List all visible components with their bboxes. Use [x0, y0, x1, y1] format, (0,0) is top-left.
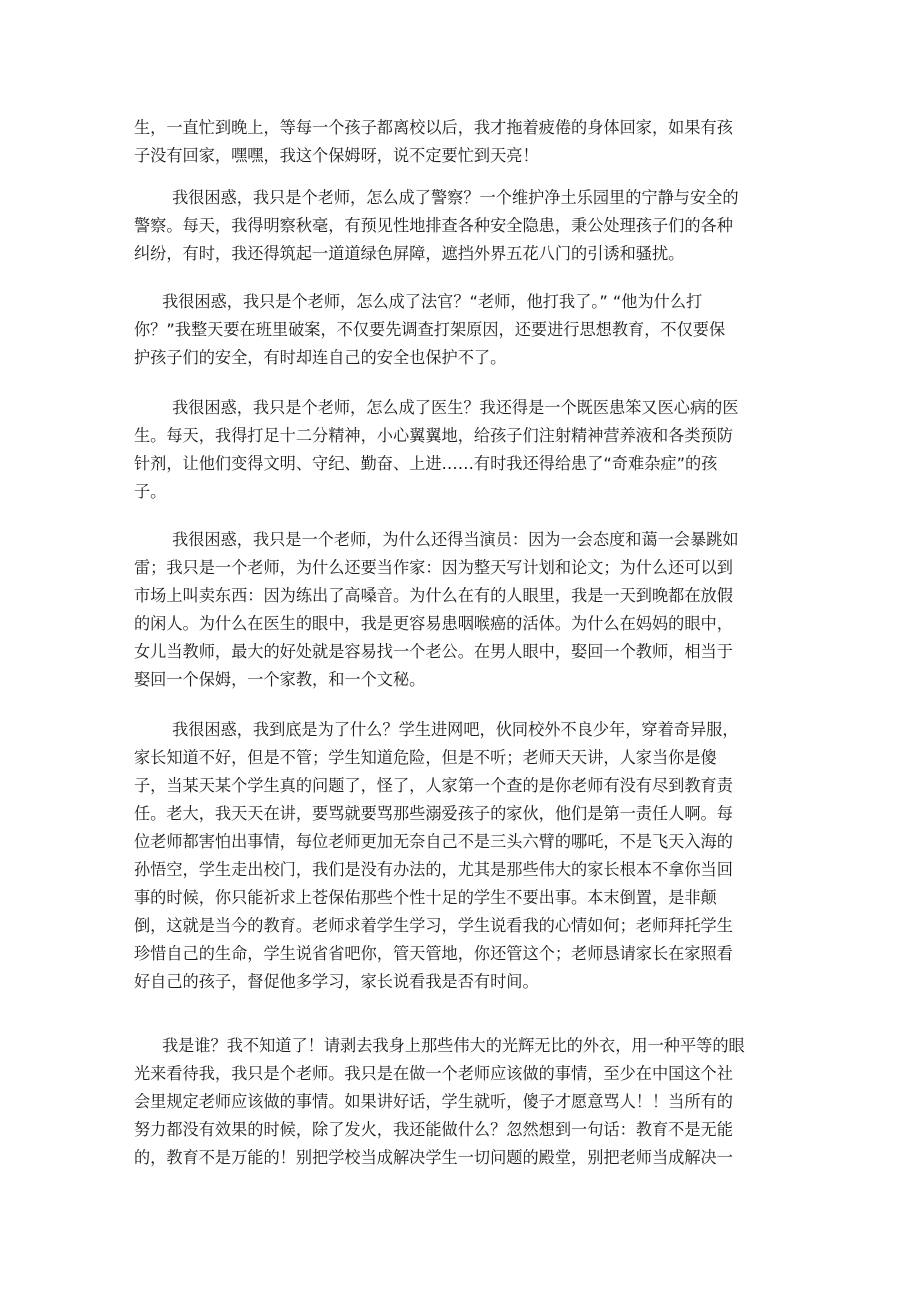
- paragraph-line: 会里规定老师应该做的事情。如果讲好话，学生就听，傻子才愿意骂人！！当所有的: [134, 1092, 733, 1111]
- paragraph-line: 家长知道不好，但是不管；学生知道危险，但是不听；老师天天讲，人家当你是傻: [134, 748, 717, 767]
- paragraph-line: 的，教育不是万能的！别把学校当成解决学生一切问题的殿堂，别把老师当成解决一: [134, 1148, 733, 1167]
- paragraph-line: 我很困惑，我到底是为了什么？学生进网吧，伙同校外不良少年，穿着奇异服，: [172, 720, 739, 739]
- paragraph-line: 娶回一个保姆，一个家教，和一个文秘。: [134, 670, 426, 689]
- paragraph-7: [134, 1032, 784, 1172]
- paragraph-line: 子。: [134, 482, 167, 501]
- paragraph-line: 针剂，让他们变得文明、守纪、勤奋、上进……有时我还得给患了“奇难杂症”的孩: [134, 454, 718, 473]
- paragraph-line: 的闲人。为什么在医生的眼中，我是更容易患咽喉癌的活体。为什么在妈妈的眼中，: [134, 614, 733, 633]
- paragraph-line: 生。每天，我得打足十二分精神，小心翼翼地，给孩子们注射精神营养液和各类预防: [134, 426, 733, 445]
- paragraph-2: [134, 184, 784, 268]
- paragraph-6: [134, 716, 784, 996]
- paragraph-line: 护孩子们的安全，有时却连自己的安全也保护不了。: [134, 348, 507, 367]
- paragraph-line: 好自己的孩子，督促他多学习，家长说看我是否有时间。: [134, 972, 539, 991]
- paragraph-line: 我是谁？我不知道了！请剥去我身上那些伟大的光辉无比的外衣，用一种平等的眼: [162, 1036, 745, 1055]
- paragraph-line: 倒，这就是当今的教育。老师求着学生学习，学生说看我的心情如何；老师拜托学生: [134, 916, 733, 935]
- paragraph-line: 珍惜自己的生命，学生说省省吧你，管天管地，你还管这个；老师恳请家长在家照看: [134, 944, 733, 963]
- paragraph-line: 子，当某天某个学生真的问题了，怪了，人家第一个查的是你老师有没有尽到教育责: [134, 776, 733, 795]
- paragraph-line: 孙悟空，学生走出校门，我们是没有办法的，尤其是那些伟大的家长根本不拿你当回: [134, 860, 733, 879]
- paragraph-line: 我很困惑，我只是一个老师，为什么还得当演员：因为一会态度和蔼一会暴跳如: [172, 530, 739, 549]
- paragraph-line: 我很困惑，我只是个老师，怎么成了法官？“老师，他打我了。” “他为什么打: [162, 292, 703, 311]
- paragraph-line: 子没有回家，嘿嘿，我这个保姆呀，说不定要忙到天亮！: [134, 146, 539, 165]
- paragraph-line: 事的时候，你只能祈求上苍保佑那些个性十足的学生不要出事。本末倒置，是非颠: [134, 888, 717, 907]
- paragraph-line: 我很困惑，我只是个老师，怎么成了医生？我还得是一个既医患笨又医心病的医: [172, 398, 739, 417]
- paragraph-line: 女儿当教师，最大的好处就是容易找一个老公。在男人眼中，娶回一个教师，相当于: [134, 642, 733, 661]
- paragraph-line: 你？”我整天要在班里破案，不仅要先调查打架原因，还要进行思想教育，不仅要保: [134, 320, 726, 339]
- paragraph-line: 我很困惑，我只是个老师，怎么成了警察？一个维护净土乐园里的宁静与安全的: [172, 188, 739, 207]
- paragraph-4: [134, 394, 784, 506]
- paragraph-line: 雷；我只是一个老师，为什么还要当作家：因为整天写计划和论文；为什么还可以到: [134, 558, 733, 577]
- paragraph-line: 位老师都害怕出事情，每位老师更加无奈自己不是三头六臂的哪吒，不是飞天入海的: [134, 832, 733, 851]
- paragraph-line: 市场上叫卖东西：因为练出了高嗓音。为什么在有的人眼里，我是一天到晚都在放假: [134, 586, 733, 605]
- paragraph-line: 警察。每天，我得明察秋毫，有预见性地排查各种安全隐患，秉公处理孩子们的各种: [134, 216, 733, 235]
- paragraph-line: 生，一直忙到晚上，等每一个孩子都离校以后，我才拖着疲倦的身体回家，如果有孩: [134, 118, 733, 137]
- paragraph-line: 任。老大，我天天在讲，要骂就要骂那些溺爱孩子的家伙，他们是第一责任人啊。每: [134, 804, 733, 823]
- paragraph-line: 纠纷，有时，我还得筑起一道道绿色屏障，遮挡外界五花八门的引诱和骚扰。: [134, 244, 685, 263]
- paragraph-5: [134, 526, 784, 694]
- paragraph-line: 光来看待我，我只是个老师。我只是在做一个老师应该做的事情，至少在中国这个社: [134, 1064, 733, 1083]
- paragraph-3: [134, 288, 784, 372]
- paragraph-line: 努力都没有效果的时候，除了发火，我还能做什么？忽然想到一句话：教育不是无能: [134, 1120, 733, 1139]
- paragraph-1: [134, 114, 784, 170]
